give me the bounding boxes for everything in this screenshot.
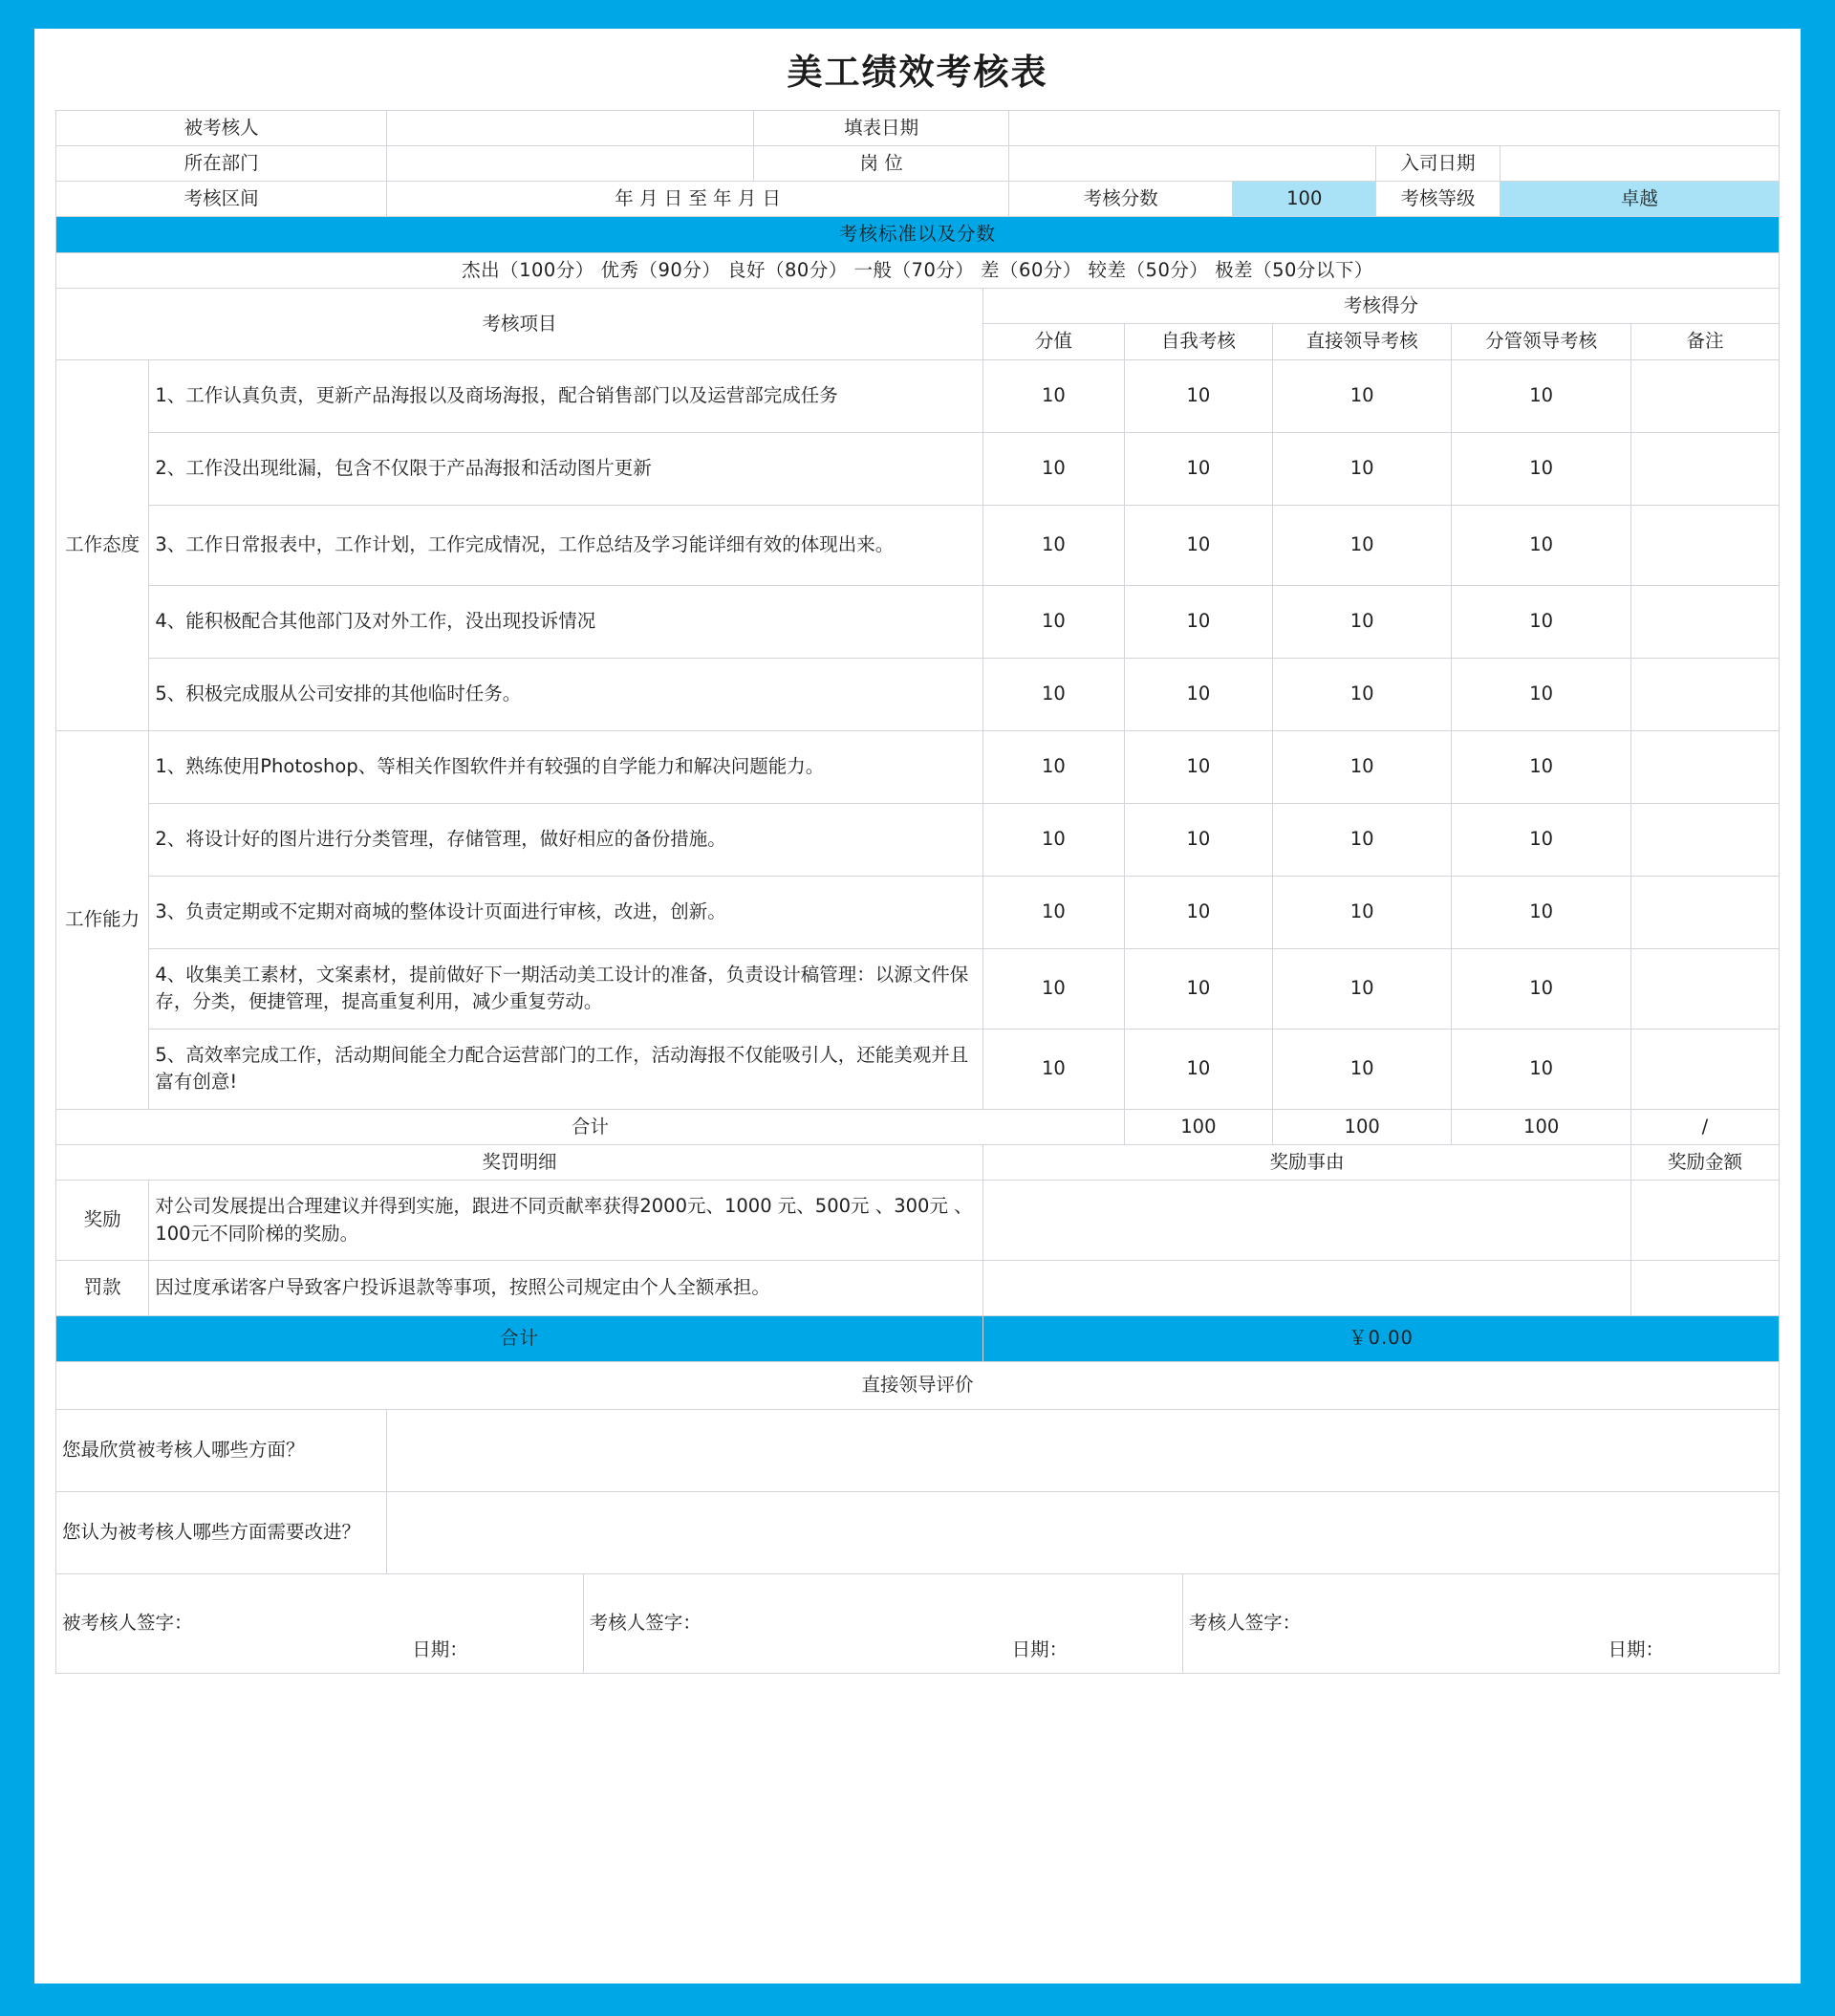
evaluation-question-1-row: [56, 1410, 1780, 1492]
item-self-score[interactable]: 10: [1124, 1029, 1272, 1109]
item-self-score[interactable]: 10: [1124, 803, 1272, 876]
item-supervising-score[interactable]: 10: [1452, 948, 1631, 1029]
rewards-total-row: [56, 1316, 1780, 1362]
page-title: 美工绩效考核表: [787, 52, 1048, 93]
item-supervising-score[interactable]: 10: [1452, 658, 1631, 730]
evaluation-question-2-row: [56, 1492, 1780, 1574]
item-score: 10: [983, 876, 1125, 948]
reward-amount[interactable]: [1630, 1181, 1779, 1261]
value-score[interactable]: 100: [1233, 182, 1376, 217]
reward-row: [56, 1181, 1780, 1261]
signature-cell-assessor-2[interactable]: [1183, 1574, 1780, 1674]
header-row-person: [56, 110, 1780, 145]
item-score: 10: [983, 359, 1125, 432]
item-text: 4、能积极配合其他部门及对外工作，没出现投诉情况: [149, 585, 983, 658]
rewards-header-detail: 奖罚明细: [56, 1144, 983, 1180]
penalty-reason[interactable]: [983, 1261, 1631, 1316]
standards-line-row: [56, 252, 1780, 288]
header-row-department: [56, 145, 1780, 181]
table-row: [56, 505, 1780, 585]
signature-table: [55, 1573, 1780, 1674]
label-department: 所在部门: [56, 145, 387, 181]
item-text: 4、收集美工素材，文案素材，提前做好下一期活动美工设计的准备，负责设计稿管理：以源文件保存，分类，便捷管理，提高重复利用，减少重复劳动。: [149, 948, 983, 1029]
item-supervising-score[interactable]: 10: [1452, 505, 1631, 585]
reward-reason[interactable]: [983, 1181, 1631, 1261]
signature-row: [56, 1574, 1780, 1674]
item-text: 5、高效率完成工作，活动期间能全力配合运营部门的工作，活动海报不仅能吸引人，还能美观并且富有创意!: [149, 1029, 983, 1109]
item-score: 10: [983, 432, 1125, 505]
penalty-row: [56, 1261, 1780, 1316]
table-row: [56, 730, 1780, 803]
item-text: 1、工作认真负责，更新产品海报以及商场海报，配合销售部门以及运营部完成任务: [149, 359, 983, 432]
totals-self: 100: [1124, 1109, 1272, 1144]
item-supervising-score[interactable]: 10: [1452, 1029, 1631, 1109]
item-remark[interactable]: [1630, 1029, 1779, 1109]
table-row: [56, 803, 1780, 876]
value-department[interactable]: [387, 145, 754, 181]
item-self-score[interactable]: 10: [1124, 876, 1272, 948]
item-self-score[interactable]: 10: [1124, 948, 1272, 1029]
table-row: [56, 1029, 1780, 1109]
header-row-period: [56, 182, 1780, 217]
value-grade[interactable]: 卓越: [1500, 182, 1779, 217]
col-header-direct-leader: 直接领导考核: [1272, 324, 1452, 359]
col-header-supervising-leader: 分管领导考核: [1452, 324, 1631, 359]
penalty-text: 因过度承诺客户导致客户投诉退款等事项，按照公司规定由个人全额承担。: [149, 1261, 983, 1316]
signature-label-assessee: 被考核人签字：: [62, 1612, 193, 1635]
item-self-score[interactable]: 10: [1124, 730, 1272, 803]
label-entry-date: 入司日期: [1376, 145, 1500, 181]
label-fill-date: 填表日期: [754, 110, 1009, 145]
signature-date-assessor-1: 日期：: [1011, 1637, 1069, 1660]
evaluation-answer-2[interactable]: [387, 1492, 1780, 1574]
evaluation-table: [55, 1361, 1780, 1574]
item-remark[interactable]: [1630, 432, 1779, 505]
evaluation-header: 直接领导评价: [56, 1362, 1780, 1410]
table-row: [56, 948, 1780, 1029]
reward-label: 奖励: [56, 1181, 149, 1261]
item-remark[interactable]: [1630, 730, 1779, 803]
value-person[interactable]: [387, 110, 754, 145]
item-remark[interactable]: [1630, 359, 1779, 432]
item-remark[interactable]: [1630, 505, 1779, 585]
totals-supervising: 100: [1452, 1109, 1631, 1144]
item-direct-score[interactable]: 10: [1272, 359, 1452, 432]
item-supervising-score[interactable]: 10: [1452, 359, 1631, 432]
value-position[interactable]: [1009, 145, 1376, 181]
totals-direct: 100: [1272, 1109, 1452, 1144]
item-direct-score[interactable]: 10: [1272, 585, 1452, 658]
item-self-score[interactable]: 10: [1124, 585, 1272, 658]
signature-date-assessor-2: 日期：: [1608, 1637, 1664, 1660]
item-text: 3、工作日常报表中，工作计划，工作完成情况，工作总结及学习能详细有效的体现出来。: [149, 505, 983, 585]
form-sheet: [34, 29, 1801, 1983]
column-header-row-1: [56, 289, 1780, 324]
item-supervising-score[interactable]: 10: [1452, 803, 1631, 876]
item-text: 5、积极完成服从公司安排的其他临时任务。: [149, 658, 983, 730]
item-direct-score[interactable]: 10: [1272, 876, 1452, 948]
table-row: [56, 432, 1780, 505]
item-score: 10: [983, 1029, 1125, 1109]
item-score: 10: [983, 585, 1125, 658]
item-text: 3、负责定期或不定期对商城的整体设计页面进行审核，改进，创新。: [149, 876, 983, 948]
item-direct-score[interactable]: 10: [1272, 803, 1452, 876]
item-supervising-score[interactable]: 10: [1452, 730, 1631, 803]
totals-remark: /: [1630, 1109, 1779, 1144]
label-person: 被考核人: [56, 110, 387, 145]
item-remark[interactable]: [1630, 658, 1779, 730]
category-label-ability: 工作能力: [56, 730, 149, 1109]
evaluation-question-2: 您认为被考核人哪些方面需要改进？: [56, 1492, 387, 1574]
item-direct-score[interactable]: 10: [1272, 505, 1452, 585]
item-direct-score[interactable]: 10: [1272, 432, 1452, 505]
table-row: [56, 359, 1780, 432]
item-supervising-score[interactable]: 10: [1452, 432, 1631, 505]
value-period[interactable]: 年 月 日 至 年 月 日: [387, 182, 1009, 217]
item-self-score[interactable]: 10: [1124, 505, 1272, 585]
col-header-remark: 备注: [1630, 324, 1779, 359]
rewards-header-row: [56, 1144, 1780, 1180]
value-entry-date[interactable]: [1500, 145, 1779, 181]
evaluation-question-1: 您最欣赏被考核人哪些方面？: [56, 1410, 387, 1492]
header-info-table: [55, 110, 1780, 218]
rewards-total-label: 合计: [56, 1316, 983, 1362]
standards-banner-row: [56, 217, 1780, 252]
item-self-score[interactable]: 10: [1124, 359, 1272, 432]
signature-date-assessee: 日期：: [412, 1637, 468, 1660]
evaluation-header-row: [56, 1362, 1780, 1410]
table-row: [56, 876, 1780, 948]
label-grade: 考核等级: [1376, 182, 1500, 217]
signature-label-assessor-2: 考核人签字：: [1189, 1612, 1302, 1635]
standards-banner: 考核标准以及分数: [56, 217, 1780, 252]
item-text: 2、工作没出现纰漏，包含不仅限于产品海报和活动图片更新: [149, 432, 983, 505]
col-header-item: 考核项目: [56, 289, 983, 360]
signature-cell-assessor-1[interactable]: [583, 1574, 1182, 1674]
assessment-table: [55, 288, 1780, 1145]
standards-line: 杰出（100分） 优秀（90分） 良好（80分） 一般（70分） 差（60分） 较差（50分） 极差（50分以下）: [56, 252, 1780, 288]
totals-label: 合计: [56, 1109, 1125, 1144]
label-score: 考核分数: [1009, 182, 1233, 217]
label-period: 考核区间: [56, 182, 387, 217]
standards-table: [55, 216, 1780, 289]
table-row: [56, 658, 1780, 730]
item-score: 10: [983, 505, 1125, 585]
item-score: 10: [983, 803, 1125, 876]
item-remark[interactable]: [1630, 803, 1779, 876]
rewards-total-value: ￥0.00: [983, 1316, 1780, 1362]
item-self-score[interactable]: 10: [1124, 658, 1272, 730]
signature-label-assessor-1: 考核人签字：: [589, 1612, 702, 1635]
reward-text: 对公司发展提出合理建议并得到实施，跟进不同贡献率获得2000元、1000 元、500元 、300元 、100元不同阶梯的奖励。: [149, 1181, 983, 1261]
rewards-header-amount: 奖励金额: [1630, 1144, 1779, 1180]
col-header-self: 自我考核: [1124, 324, 1272, 359]
item-supervising-score[interactable]: 10: [1452, 585, 1631, 658]
item-remark[interactable]: [1630, 585, 1779, 658]
item-score: 10: [983, 730, 1125, 803]
table-row: [56, 585, 1780, 658]
item-supervising-score[interactable]: 10: [1452, 876, 1631, 948]
item-score: 10: [983, 948, 1125, 1029]
evaluation-answer-1[interactable]: [387, 1410, 1780, 1492]
item-score: 10: [983, 658, 1125, 730]
penalty-amount[interactable]: [1630, 1261, 1779, 1316]
item-text: 2、将设计好的图片进行分类管理，存储管理，做好相应的备份措施。: [149, 803, 983, 876]
totals-row: [56, 1109, 1780, 1144]
item-remark[interactable]: [1630, 876, 1779, 948]
item-direct-score[interactable]: 10: [1272, 948, 1452, 1029]
category-label-attitude: 工作态度: [56, 359, 149, 730]
item-direct-score[interactable]: 10: [1272, 658, 1452, 730]
penalty-label: 罚款: [56, 1261, 149, 1316]
col-header-score-group: 考核得分: [983, 289, 1780, 324]
item-direct-score[interactable]: 10: [1272, 1029, 1452, 1109]
rewards-header-reason: 奖励事由: [983, 1144, 1631, 1180]
value-fill-date[interactable]: [1009, 110, 1780, 145]
signature-cell-assessee[interactable]: [56, 1574, 584, 1674]
item-text: 1、熟练使用Photoshop、等相关作图软件并有较强的自学能力和解决问题能力。: [149, 730, 983, 803]
rewards-table: [55, 1144, 1780, 1362]
item-self-score[interactable]: 10: [1124, 432, 1272, 505]
item-remark[interactable]: [1630, 948, 1779, 1029]
col-header-score-value: 分值: [983, 324, 1125, 359]
item-direct-score[interactable]: 10: [1272, 730, 1452, 803]
label-position: 岗 位: [754, 145, 1009, 181]
